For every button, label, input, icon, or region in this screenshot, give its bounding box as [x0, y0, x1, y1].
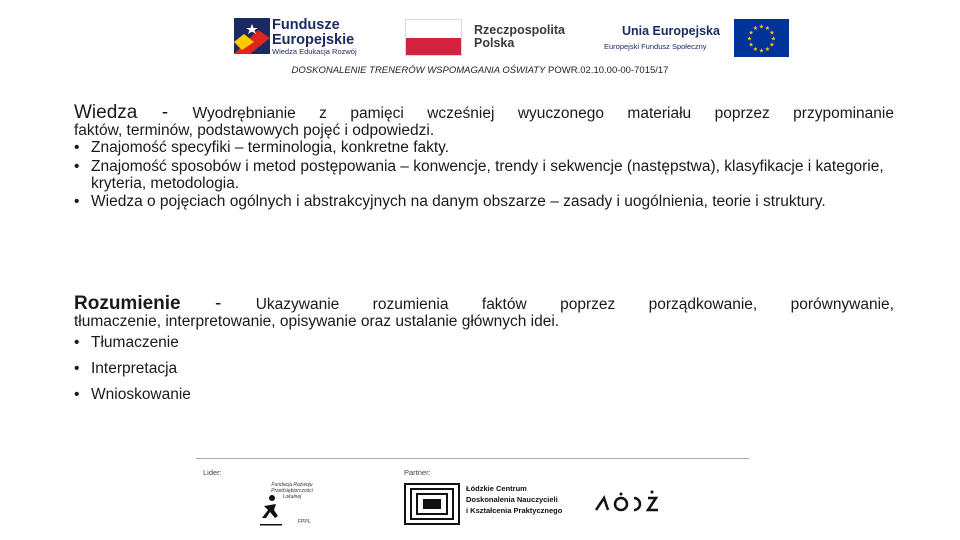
pl-line-1: Rzeczpospolita — [474, 23, 565, 37]
wiedza-term: Wiedza — [74, 102, 138, 123]
ue-title: Unia Europejska — [622, 24, 720, 38]
list-item: • Wiedza o pojęciach ogólnych i abstrakcyjnych na danym obszarze – zasady i uogólnienia, teorie i struktury. — [74, 193, 894, 210]
eu-star-icon: ★ — [764, 46, 771, 53]
wiedza-lead-line2: faktów, terminów, podstawowych pojęć i odpowiedzi. — [74, 122, 435, 139]
wiedza-section — [74, 104, 894, 212]
eu-star-icon: ★ — [748, 30, 754, 37]
wiedza-lead — [74, 104, 894, 122]
wiedza-sep: - — [137, 102, 193, 123]
ldc-line-3: i Kształcenia Praktycznego — [466, 506, 563, 515]
fe-logo-line-1: Fundusze — [272, 17, 340, 33]
ldc-line-2: Doskonalenia Nauczycieli — [466, 495, 558, 504]
wiedza-bullet-list — [74, 139, 894, 210]
wiedza-lead-line1: Wyodrębnianie z pamięci wcześniej wyuczonego materiału poprzez przypominanie — [192, 105, 894, 122]
list-item: • Wnioskowanie — [74, 386, 894, 403]
fe-logo-line-2: Europejskie — [272, 32, 355, 48]
ldc-logo-text — [466, 483, 562, 516]
lider-label: Lider: — [203, 468, 222, 477]
footer-divider — [196, 458, 749, 459]
eu-star-icon: ★ — [769, 30, 775, 37]
rozumienie-section — [74, 295, 894, 405]
eu-star-icon: ★ — [752, 26, 759, 33]
rozumienie-bullet-list — [74, 334, 894, 403]
list-item: • Znajomość sposobów i metod postępowania – konwencje, trendy i sekwencje (następstwa), klasyfikacje i kategorie, kryteria, metodologia. — [74, 158, 894, 192]
eu-star-icon: ★ — [770, 36, 777, 43]
project-code: POWR.02.10.00-00-7015/17 — [545, 65, 669, 76]
eu-star-icon: ★ — [769, 42, 775, 49]
stylized-glyph-icon — [594, 488, 664, 518]
eu-star-icon: ★ — [746, 36, 753, 43]
fe-stars-icon — [232, 12, 272, 60]
concentric-squares-icon — [404, 483, 460, 525]
rozumienie-lead-line1: Ukazywanie rozumienia faktów poprzez porządkowanie, porównywanie, — [255, 296, 894, 313]
rozumienie-lead — [74, 295, 894, 313]
rozumienie-sep: - — [180, 293, 256, 314]
fundacja-code: FPPL — [298, 519, 311, 525]
eu-flag-icon — [734, 19, 789, 57]
fe-logo-text — [272, 18, 354, 48]
eu-star-icon: ★ — [758, 48, 765, 55]
fe-logo-subtitle: Wiedza Edukacja Rozwój — [272, 47, 357, 56]
rozumienie-lead-line2: tłumaczenie, interpretowanie, opisywanie oraz ustalanie głównych idei. — [74, 313, 560, 330]
eu-star-icon: ★ — [752, 46, 759, 53]
fundacja-logo-text: Fundacja Rozwoju Przedsiębiorczości Lokalnej — [271, 482, 313, 500]
project-line — [0, 65, 960, 76]
rzeczpospolita-polska-text — [474, 24, 565, 50]
list-item: • Znajomość specyfiki – terminologia, konkretne fakty. — [74, 139, 894, 156]
rozumienie-term: Rozumienie — [74, 293, 181, 314]
eu-star-icon: ★ — [764, 26, 771, 33]
partner-symbol-logo — [594, 488, 664, 518]
eu-star-icon: ★ — [758, 24, 765, 31]
eu-star-icon: ★ — [748, 42, 754, 49]
list-item: • Interpretacja — [74, 360, 894, 377]
list-item: • Tłumaczenie — [74, 334, 894, 351]
project-title: DOSKONALENIE TRENERÓW WSPOMAGANIA OŚWIATY — [291, 65, 546, 76]
poland-flag-icon — [405, 19, 462, 56]
ue-subtitle: Europejski Fundusz Społeczny — [604, 42, 707, 51]
pl-line-2: Polska — [474, 36, 515, 50]
ldc-line-1: Łódzkie Centrum — [466, 484, 527, 493]
partner-label: Partner: — [404, 468, 431, 477]
ldc-logo — [404, 483, 460, 525]
